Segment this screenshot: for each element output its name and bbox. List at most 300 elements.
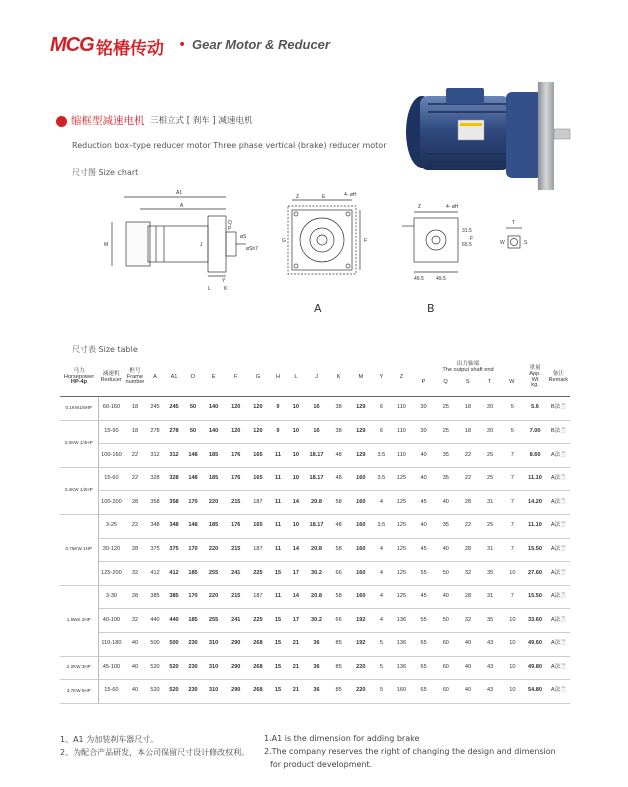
header-e: E <box>203 359 225 397</box>
table-cell: 40 <box>413 467 435 491</box>
table-cell: 10 <box>287 420 305 444</box>
table-cell: 31 <box>479 491 501 515</box>
table-cell: A法兰 <box>547 680 570 704</box>
table-cell: 185 <box>184 562 203 586</box>
header-shaft-group: 出力轴端 The output shaft end P Q S T W <box>413 359 524 397</box>
table-cell: 412 <box>146 562 165 586</box>
table-cell: 25 <box>435 397 457 421</box>
table-cell: 15.50 <box>523 538 546 562</box>
table-row <box>60 397 570 421</box>
table-cell: 22 <box>457 444 479 468</box>
table-cell: 43 <box>479 680 501 704</box>
table-row <box>60 420 570 444</box>
table-cell: 25 <box>479 444 501 468</box>
table-cell: 45 <box>413 538 435 562</box>
table-cell: A法兰 <box>547 467 570 491</box>
table-cell: 85 <box>328 680 349 704</box>
note-cn-1: 1、A1 为加装刹车器尺寸。 <box>60 735 159 744</box>
table-cell: 500 <box>146 632 165 656</box>
table-cell: 40 <box>435 585 457 609</box>
table-cell: 10 <box>287 444 305 468</box>
table-cell: A法兰 <box>547 491 570 515</box>
table-cell: 4 <box>372 562 390 586</box>
table-cell: 241 <box>225 562 247 586</box>
table-cell: 268 <box>247 680 269 704</box>
table-cell: 136 <box>390 656 412 680</box>
table-cell: 110 <box>390 444 412 468</box>
table-cell: 16 <box>305 420 328 444</box>
table-cell: 255 <box>203 609 225 633</box>
table-cell: A法兰 <box>547 444 570 468</box>
table-cell: 220 <box>349 680 372 704</box>
table-cell: A法兰 <box>547 656 570 680</box>
hp-cell: 2.2KW 3HP <box>60 656 98 680</box>
table-cell: 36 <box>305 656 328 680</box>
table-cell: 15 <box>269 632 287 656</box>
dim-a: A <box>180 203 184 209</box>
table-cell: 20.8 <box>305 538 328 562</box>
table-cell: 125 <box>390 538 412 562</box>
table-cell: 36 <box>305 680 328 704</box>
table-cell: 30.2 <box>305 609 328 633</box>
table-cell: 125-200 <box>98 562 124 586</box>
table-cell: 10 <box>501 632 523 656</box>
table-cell: A法兰 <box>547 609 570 633</box>
table-cell: 290 <box>225 656 247 680</box>
section-bullet-icon <box>56 116 67 127</box>
table-cell: 9 <box>269 397 287 421</box>
table-cell: 125 <box>390 491 412 515</box>
brand-separator: • <box>178 37 187 53</box>
table-cell: 358 <box>146 491 165 515</box>
table-cell: 40-100 <box>98 609 124 633</box>
dim-b-495a: 49.5 <box>414 276 424 282</box>
table-cell: 22 <box>457 514 479 538</box>
table-cell: 220 <box>203 538 225 562</box>
table-cell: 11.10 <box>523 467 546 491</box>
table-cell: 241 <box>225 609 247 633</box>
table-cell: 220 <box>203 585 225 609</box>
table-cell: 328 <box>165 467 184 491</box>
table-cell: 18 <box>457 397 479 421</box>
dim-sh7: øSh7 <box>246 246 258 252</box>
table-cell: 65 <box>413 632 435 656</box>
table-cell: 21 <box>287 656 305 680</box>
table-cell: 32 <box>124 609 145 633</box>
table-cell: 40 <box>457 656 479 680</box>
table-cell: 3.5 <box>372 514 390 538</box>
table-cell: 17 <box>287 562 305 586</box>
table-cell: 165 <box>247 444 269 468</box>
dim-b-f: F <box>470 236 474 242</box>
table-cell: 14 <box>287 538 305 562</box>
hp-cell: 0.1KW1/8HP <box>60 397 98 421</box>
table-cell: 125 <box>390 585 412 609</box>
table-cell: 9 <box>269 420 287 444</box>
table-cell: 14.20 <box>523 491 546 515</box>
table-cell: 4 <box>372 491 390 515</box>
table-cell: 440 <box>165 609 184 633</box>
header-k: K <box>328 359 349 397</box>
size-table-body <box>60 397 570 704</box>
table-cell: 170 <box>184 538 203 562</box>
dim-z: Z <box>296 194 300 200</box>
table-row <box>60 444 570 468</box>
table-cell: 38 <box>328 397 349 421</box>
dim-q: Q <box>228 220 232 226</box>
table-cell: 148 <box>184 444 203 468</box>
table-cell: 40 <box>457 632 479 656</box>
table-cell: 18 <box>124 397 145 421</box>
table-row <box>60 585 570 609</box>
note-cn-2: 2、为配合产品研发，本公司保留尺寸设计修改权利。 <box>60 748 250 757</box>
table-cell: 176 <box>225 467 247 491</box>
table-cell: 160 <box>349 467 372 491</box>
table-cell: 7 <box>501 467 523 491</box>
table-cell: 20 <box>479 420 501 444</box>
table-cell: 11.10 <box>523 514 546 538</box>
table-row <box>60 562 570 586</box>
table-cell: 148 <box>184 514 203 538</box>
table-cell: 21 <box>287 632 305 656</box>
table-cell: 38 <box>328 420 349 444</box>
table-cell: 6 <box>372 397 390 421</box>
header-f: F <box>225 359 247 397</box>
dim-j: J <box>200 242 203 248</box>
table-cell: 33.60 <box>523 609 546 633</box>
dim-b-315: 31.5 <box>462 228 472 234</box>
table-cell: 290 <box>225 632 247 656</box>
table-cell: 85 <box>328 632 349 656</box>
table-cell: A法兰 <box>547 514 570 538</box>
table-cell: 15 <box>269 609 287 633</box>
table-cell: 10 <box>287 397 305 421</box>
table-cell: 32 <box>457 562 479 586</box>
header-d: D <box>184 359 203 397</box>
table-cell: 358 <box>165 491 184 515</box>
table-row <box>60 609 570 633</box>
table-cell: 22 <box>124 444 145 468</box>
table-cell: 31 <box>479 538 501 562</box>
table-cell: 14 <box>287 585 305 609</box>
table-cell: 40 <box>124 632 145 656</box>
hp-cell: 0.75KW 1HP <box>60 514 98 585</box>
dim-y: Y <box>222 278 226 284</box>
table-cell: 50 <box>435 562 457 586</box>
dim-s-shaft: S <box>524 240 528 246</box>
table-cell: 3-30 <box>98 585 124 609</box>
table-cell: 412 <box>165 562 184 586</box>
table-cell: 220 <box>349 656 372 680</box>
table-cell: 10 <box>287 514 305 538</box>
table-cell: 65 <box>413 680 435 704</box>
table-cell: 48 <box>328 514 349 538</box>
table-cell: 66 <box>328 562 349 586</box>
table-cell: 18 <box>124 420 145 444</box>
table-cell: 35 <box>479 562 501 586</box>
table-cell: 110 <box>390 420 412 444</box>
dim-t: T <box>512 220 516 226</box>
header-w: W <box>509 378 515 385</box>
table-cell: 5 <box>501 397 523 421</box>
table-cell: 225 <box>247 562 269 586</box>
table-cell: 255 <box>203 562 225 586</box>
table-cell: 15-90 <box>98 420 124 444</box>
table-cell: 312 <box>165 444 184 468</box>
table-cell: 10 <box>501 562 523 586</box>
table-cell: 30-120 <box>98 538 124 562</box>
table-cell: 268 <box>247 632 269 656</box>
header-reducer: 减速机 Reducer <box>98 359 124 397</box>
table-cell: 15.50 <box>523 585 546 609</box>
note-en-1: 1.A1 is the dimension for adding brake <box>264 734 420 743</box>
table-cell: 160 <box>349 562 372 586</box>
table-cell: 45 <box>413 491 435 515</box>
table-cell: 220 <box>203 491 225 515</box>
table-cell: 30.2 <box>305 562 328 586</box>
table-cell: 15 <box>269 680 287 704</box>
size-table <box>60 359 570 704</box>
table-cell: 185 <box>203 514 225 538</box>
table-cell: 85 <box>328 656 349 680</box>
table-cell: 125 <box>390 514 412 538</box>
table-cell: 20 <box>479 397 501 421</box>
hp-cell: 3.7KW 5HP <box>60 680 98 704</box>
brand-name-en: Gear Motor & Reducer <box>192 37 330 52</box>
table-cell: 11 <box>269 538 287 562</box>
header-y: Y <box>372 359 390 397</box>
table-cell: 4 <box>372 585 390 609</box>
table-cell: 58 <box>328 491 349 515</box>
table-cell: B法兰 <box>547 420 570 444</box>
table-cell: 268 <box>247 656 269 680</box>
table-row <box>60 538 570 562</box>
table-cell: 28 <box>457 491 479 515</box>
note-en-2: 2.The company reserves the right of changing the design and dimension <box>264 747 556 756</box>
table-cell: 55 <box>413 609 435 633</box>
table-cell: 15-60 <box>98 680 124 704</box>
table-cell: 10 <box>287 467 305 491</box>
header-a1: A1 <box>165 359 184 397</box>
table-cell: 165 <box>247 467 269 491</box>
table-cell: 3.5 <box>372 467 390 491</box>
dim-b-495b: 49.5 <box>436 276 446 282</box>
size-chart-drawings <box>96 182 576 317</box>
table-cell: 48 <box>328 444 349 468</box>
table-cell: 140 <box>203 420 225 444</box>
table-cell: 176 <box>225 444 247 468</box>
table-cell: 20.8 <box>305 491 328 515</box>
table-cell: 100-160 <box>98 444 124 468</box>
table-cell: 40 <box>413 514 435 538</box>
table-cell: 60 <box>435 656 457 680</box>
header-remark: 备注 Remark <box>547 359 570 397</box>
dim-s: øS <box>240 234 247 240</box>
table-cell: 18.17 <box>305 467 328 491</box>
table-cell: 385 <box>165 585 184 609</box>
drawing-label-b: B <box>427 302 435 315</box>
dim-b-h: 4- øH <box>446 204 459 210</box>
table-cell: 11 <box>269 585 287 609</box>
table-cell: 22 <box>124 514 145 538</box>
hp-cell: 1.5WK 2HP <box>60 585 98 656</box>
table-cell: 192 <box>349 632 372 656</box>
table-cell: 215 <box>225 491 247 515</box>
table-cell: 17 <box>287 609 305 633</box>
table-cell: 100-200 <box>98 491 124 515</box>
table-cell: 7 <box>501 491 523 515</box>
table-cell: 49.80 <box>523 656 546 680</box>
table-cell: 14 <box>287 491 305 515</box>
table-cell: 520 <box>146 656 165 680</box>
size-chart-heading: 尺寸图 Size chart <box>72 168 139 177</box>
table-cell: 30 <box>413 397 435 421</box>
table-cell: 185 <box>203 467 225 491</box>
table-cell: 43 <box>479 656 501 680</box>
dim-a1: A1 <box>176 190 183 196</box>
table-cell: 22 <box>457 467 479 491</box>
table-cell: 7 <box>501 444 523 468</box>
dim-g: G <box>282 238 286 244</box>
table-cell: 170 <box>184 585 203 609</box>
dim-k: K <box>224 286 228 292</box>
brand-logo: MCG <box>50 34 94 56</box>
table-cell: 25 <box>479 514 501 538</box>
dim-m: M <box>104 242 109 248</box>
table-cell: 375 <box>165 538 184 562</box>
dim-w: W <box>500 240 505 246</box>
header-l: L <box>287 359 305 397</box>
dim-b-z: Z <box>418 204 422 210</box>
table-cell: 11 <box>269 467 287 491</box>
table-cell: 225 <box>247 609 269 633</box>
table-cell: 15-60 <box>98 467 124 491</box>
table-cell: 187 <box>247 538 269 562</box>
table-cell: 49.60 <box>523 632 546 656</box>
table-cell: 40 <box>457 680 479 704</box>
table-cell: 35 <box>435 514 457 538</box>
table-cell: 65 <box>413 656 435 680</box>
table-cell: 28 <box>457 538 479 562</box>
table-cell: 28 <box>457 585 479 609</box>
table-cell: 28 <box>124 491 145 515</box>
table-cell: 7 <box>501 585 523 609</box>
table-cell: 125 <box>390 562 412 586</box>
dim-b-655: 65.5 <box>462 242 472 248</box>
table-cell: 129 <box>349 444 372 468</box>
table-cell: A法兰 <box>547 562 570 586</box>
table-cell: 3.5 <box>372 444 390 468</box>
table-cell: 160 <box>349 514 372 538</box>
table-cell: 278 <box>165 420 184 444</box>
header-z: Z <box>390 359 412 397</box>
table-cell: 230 <box>184 632 203 656</box>
table-cell: 129 <box>349 397 372 421</box>
table-cell: 25 <box>479 467 501 491</box>
table-cell: 60 <box>435 680 457 704</box>
table-cell: 120 <box>247 397 269 421</box>
table-cell: 7.00 <box>523 420 546 444</box>
table-cell: 328 <box>146 467 165 491</box>
table-cell: 27.60 <box>523 562 546 586</box>
table-cell: 40 <box>124 656 145 680</box>
table-cell: 31 <box>479 585 501 609</box>
table-cell: 160 <box>349 538 372 562</box>
table-row <box>60 514 570 538</box>
table-cell: 4 <box>372 538 390 562</box>
table-cell: 110-180 <box>98 632 124 656</box>
table-cell: 50 <box>435 609 457 633</box>
table-cell: 10 <box>501 680 523 704</box>
table-cell: 245 <box>146 397 165 421</box>
table-cell: 40 <box>124 680 145 704</box>
table-cell: 10 <box>501 609 523 633</box>
table-cell: 245 <box>165 397 184 421</box>
table-cell: 21 <box>287 680 305 704</box>
table-cell: 440 <box>146 609 165 633</box>
table-cell: 120 <box>225 420 247 444</box>
table-cell: 136 <box>390 632 412 656</box>
table-cell: 110 <box>390 397 412 421</box>
table-cell: 375 <box>146 538 165 562</box>
table-cell: 58 <box>328 585 349 609</box>
table-cell: 290 <box>225 680 247 704</box>
table-row <box>60 656 570 680</box>
dim-h: 4- øH <box>344 192 357 198</box>
section-title-en: Reduction box–type reducer motor Three phase vertical (brake) reducer motor <box>72 141 387 150</box>
table-row <box>60 467 570 491</box>
table-cell: 310 <box>203 632 225 656</box>
table-row <box>60 632 570 656</box>
note-en-3: for product development. <box>270 760 373 769</box>
table-cell: 66 <box>328 609 349 633</box>
table-cell: 30 <box>413 420 435 444</box>
table-cell: 165 <box>247 514 269 538</box>
hp-cell: 0.4KW 1/2HP <box>60 467 98 514</box>
table-cell: 60-160 <box>98 397 124 421</box>
dim-p: P <box>228 226 232 232</box>
table-cell: 40 <box>435 491 457 515</box>
table-cell: 348 <box>146 514 165 538</box>
table-cell: 230 <box>184 656 203 680</box>
table-cell: 5 <box>372 632 390 656</box>
table-cell: 54.80 <box>523 680 546 704</box>
table-cell: 32 <box>124 562 145 586</box>
header-q: Q <box>443 378 448 385</box>
table-cell: 136 <box>390 609 412 633</box>
table-cell: 215 <box>225 585 247 609</box>
table-cell: 15 <box>269 656 287 680</box>
table-cell: 185 <box>203 444 225 468</box>
table-cell: 187 <box>247 585 269 609</box>
table-cell: 35 <box>479 609 501 633</box>
table-cell: 55 <box>413 562 435 586</box>
table-cell: 60 <box>435 632 457 656</box>
header-m: M <box>349 359 372 397</box>
table-cell: 129 <box>349 420 372 444</box>
section-title-cn: 缩框型减速电机 <box>71 115 145 127</box>
header-a: A <box>146 359 165 397</box>
table-cell: A法兰 <box>547 632 570 656</box>
table-cell: 348 <box>165 514 184 538</box>
table-cell: 120 <box>225 397 247 421</box>
table-cell: 16 <box>305 397 328 421</box>
header-s: S <box>465 378 470 385</box>
header-hp: 马力 Horsepower HP-4p <box>60 359 98 397</box>
table-cell: 215 <box>225 538 247 562</box>
table-cell: 4 <box>372 609 390 633</box>
dim-e: E <box>322 194 326 200</box>
